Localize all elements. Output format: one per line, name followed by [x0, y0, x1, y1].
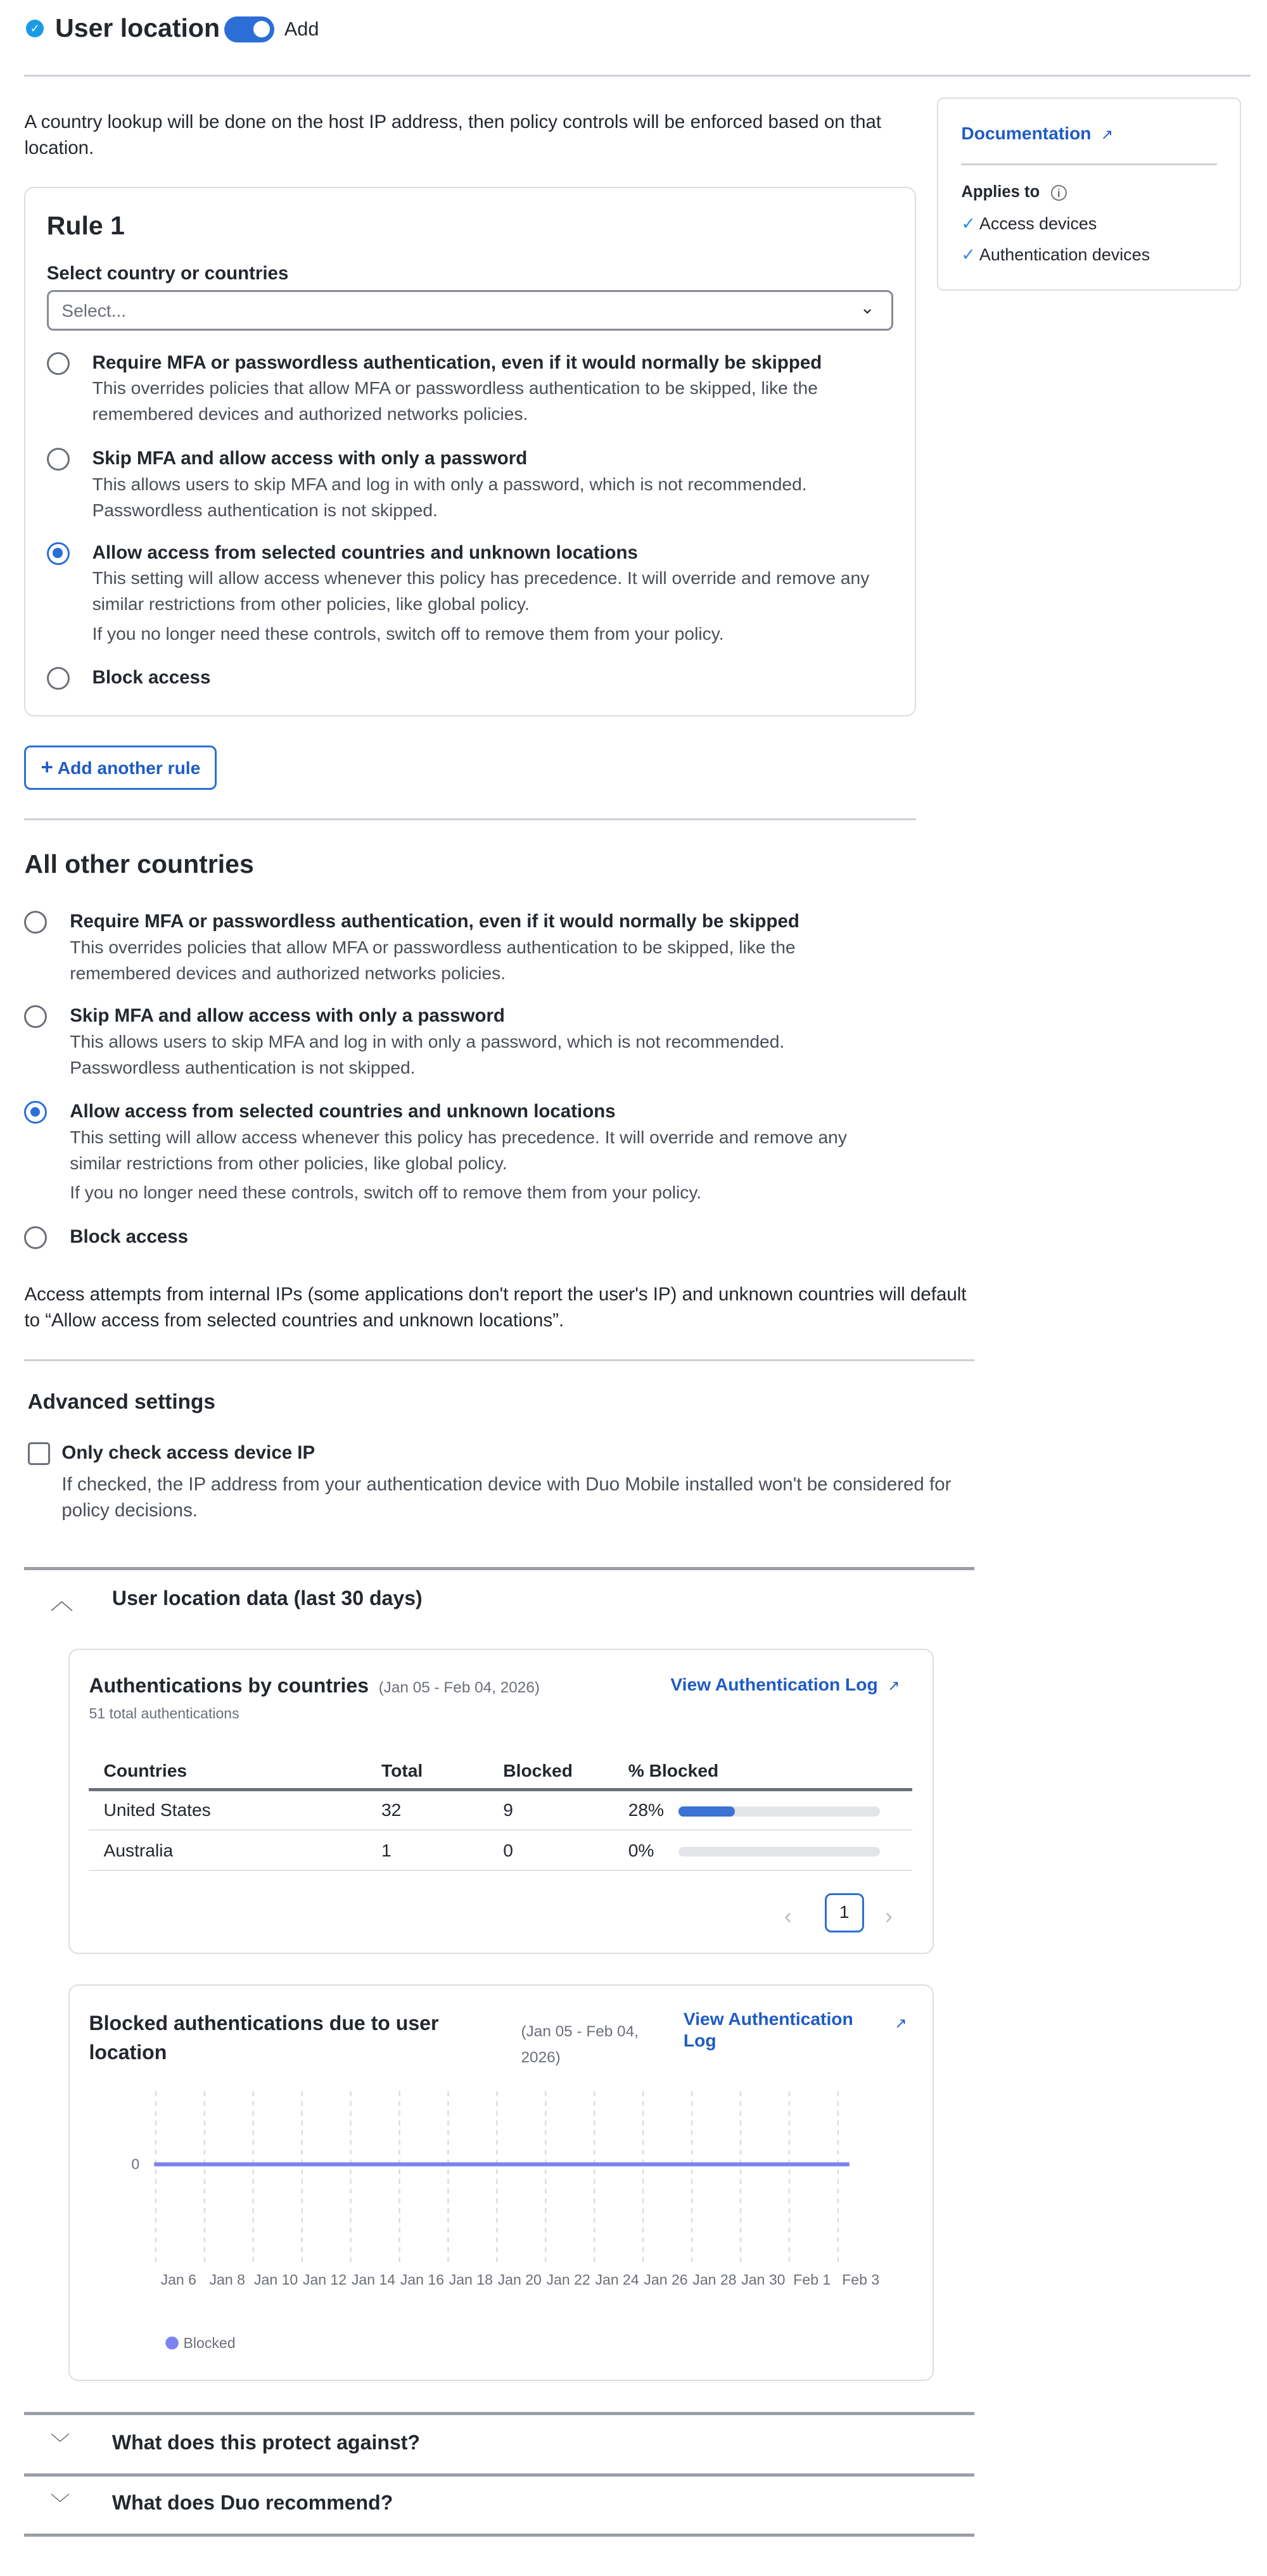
radio-option[interactable] [24, 1226, 869, 1248]
section-title: User location [55, 13, 220, 42]
table-row [89, 1789, 912, 1830]
legend-label: Blocked [183, 2335, 236, 2352]
y-tick-label: 0 [131, 2156, 139, 2173]
option-note: If you no longer need these controls, switch off to remove them from your policy. [70, 1182, 702, 1203]
x-tick-label: Jan 26 [644, 2271, 688, 2288]
date-range: (Jan 05 - Feb 04, 2026) [521, 2022, 639, 2066]
divider [24, 2412, 974, 2415]
country-select[interactable]: Select... ⌄ [47, 290, 893, 331]
blocked-line-chart [70, 1986, 936, 2382]
external-link-icon: ↗ [895, 2015, 907, 2032]
option-title: Require MFA or passwordless authentication, even if it would normally be skipped [92, 352, 822, 373]
toggle-label: Add [284, 18, 319, 41]
select-label: Select country or countries [46, 262, 289, 284]
check-icon: ✓ [961, 214, 976, 234]
option-description: This allows users to skip MFA and log in with only a password, which is not recommended. Passwordless authentication is not skipped. [92, 473, 807, 520]
plus-icon: + [41, 755, 53, 779]
x-tick-label: Jan 12 [302, 2271, 347, 2288]
total-cell: 1 [381, 1839, 392, 1860]
add-rule-button[interactable]: + Add another rule [24, 746, 217, 790]
radio-button[interactable] [24, 911, 47, 934]
other-countries-title: All other countries [24, 849, 254, 879]
view-auth-log-link[interactable]: View Authentication Log [670, 1674, 878, 1694]
pct-cell: 28% [628, 1799, 665, 1820]
x-tick-label: Jan 14 [351, 2271, 395, 2288]
x-tick-label: Jan 10 [253, 2271, 298, 2288]
external-link-icon: ↗ [1100, 126, 1114, 143]
chevron-down-icon: ⌄ [860, 297, 875, 318]
divider [961, 163, 1217, 165]
card-title: Authentications by countries [89, 1674, 369, 1697]
radio-option[interactable] [47, 542, 891, 647]
radio-button[interactable] [47, 542, 70, 565]
rule-title: Rule 1 [46, 210, 125, 240]
radio-button[interactable] [47, 352, 70, 375]
option-title: Allow access from selected countries and unknown locations [92, 542, 638, 563]
advanced-settings-title: Advanced settings [27, 1390, 215, 1414]
default-note: Access attempts from internal IPs (some applications don't report the user's IP) and unknown countries will default to “Allow access from selected countries and unknown locations”. [24, 1284, 967, 1331]
info-panel [937, 98, 1240, 291]
option-description: This allows users to skip MFA and log in with only a password, which is not recommended. Passwordless authentication is not skipped. [70, 1031, 785, 1077]
total-authentications: 51 total authentications [89, 1704, 239, 1722]
date-range: (Jan 05 - Feb 04, 2026) [378, 1679, 540, 1696]
chart-title: Blocked authentications due to user location [89, 2012, 439, 2064]
radio-option[interactable] [24, 911, 869, 986]
option-title: Allow access from selected countries and unknown locations [70, 1101, 616, 1122]
applies-item: ✓ Access devices [961, 214, 1097, 234]
option-note: If you no longer need these controls, switch off to remove them from your policy. [92, 623, 724, 644]
x-tick-label: Jan 30 [741, 2271, 786, 2288]
enabled-check-icon: ✓ [26, 20, 44, 37]
pct-blocked-bar [678, 1847, 880, 1856]
x-tick-label: Jan 24 [595, 2271, 639, 2288]
external-link-icon: ↗ [888, 1677, 900, 1694]
next-page-icon[interactable]: › [884, 1903, 893, 1929]
blocked-cell: 0 [503, 1839, 513, 1860]
radio-option[interactable] [47, 352, 891, 428]
divider [24, 818, 916, 820]
total-cell: 32 [381, 1799, 402, 1820]
radio-button[interactable] [24, 1226, 47, 1249]
x-tick-label: Jan 6 [160, 2271, 196, 2288]
description: A country lookup will be done on the host IP address, then policy controls will be enforced based on that location. [24, 111, 882, 158]
option-description: This overrides policies that allow MFA or passwordless authentication to be skipped, like the remembered devices and authorized networks policies. [92, 378, 818, 424]
radio-button[interactable] [47, 448, 70, 471]
access-device-ip-checkbox[interactable] [28, 1442, 51, 1465]
x-tick-label: Feb 1 [793, 2271, 831, 2288]
option-title: Block access [70, 1226, 189, 1247]
location-data-accordion[interactable]: User location data (last 30 days) [111, 1587, 423, 1610]
countries-table [89, 1754, 912, 1872]
x-tick-label: Jan 8 [209, 2271, 245, 2288]
pct-cell: 0% [628, 1839, 654, 1860]
option-description: This setting will allow access whenever this policy has precedence. It will override and remove any similar restrictions from other policies, like global policy. [70, 1127, 847, 1174]
divider [24, 1359, 974, 1361]
radio-option[interactable] [24, 1005, 869, 1081]
checkbox-description: If checked, the IP address from your authentication device with Duo Mobile installed won't be considered for policy decisions. [61, 1474, 952, 1521]
documentation-link[interactable]: Documentation [961, 123, 1092, 144]
chevron-down-icon[interactable]: ﹀ [50, 2492, 70, 2515]
x-tick-label: Jan 16 [400, 2271, 444, 2288]
column-header: Countries [103, 1760, 188, 1781]
pct-blocked-bar [678, 1806, 880, 1816]
table-row [89, 1830, 912, 1870]
radio-button[interactable] [24, 1101, 47, 1124]
prev-page-icon[interactable]: ‹ [784, 1903, 792, 1929]
chart-card [68, 1984, 934, 2381]
page-button[interactable]: 1 [825, 1893, 864, 1932]
divider [24, 2473, 974, 2477]
radio-option[interactable] [47, 667, 891, 688]
divider [24, 2534, 974, 2537]
rule-card [24, 187, 916, 716]
country-cell: United States [103, 1799, 211, 1820]
x-tick-label: Jan 28 [692, 2271, 737, 2288]
x-tick-label: Jan 20 [497, 2271, 542, 2288]
applies-item: ✓ Authentication devices [961, 245, 1150, 265]
option-description: This setting will allow access whenever this policy has precedence. It will override and remove any similar restrictions from other policies, like global policy. [92, 568, 870, 614]
legend-marker [165, 2337, 179, 2350]
x-tick-label: Jan 22 [546, 2271, 590, 2288]
radio-option[interactable] [47, 448, 891, 523]
applies-to-label: Applies to [961, 182, 1040, 201]
column-header: Total [381, 1760, 423, 1781]
check-icon: ✓ [961, 245, 976, 265]
add-toggle[interactable] [224, 16, 274, 42]
blocked-cell: 9 [503, 1799, 513, 1820]
option-title: Block access [92, 667, 211, 688]
option-title: Skip MFA and allow access with only a password [92, 448, 528, 469]
chevron-down-icon[interactable]: ﹀ [50, 2432, 70, 2455]
radio-button[interactable] [24, 1005, 47, 1028]
view-auth-log-link[interactable]: View Authentication Log [683, 2008, 853, 2050]
radio-option[interactable] [24, 1101, 869, 1205]
info-icon[interactable]: i [1051, 185, 1067, 201]
checkbox-label: Only check access device IP [61, 1442, 315, 1463]
chevron-up-icon[interactable]: ︿ [50, 1588, 73, 1614]
x-tick-label: Feb 3 [841, 2271, 879, 2288]
radio-button[interactable] [47, 667, 70, 690]
divider [24, 75, 1251, 77]
divider [24, 1567, 974, 1570]
x-tick-label: Jan 18 [449, 2271, 493, 2288]
option-title: Skip MFA and allow access with only a password [70, 1005, 505, 1027]
column-header: Blocked [503, 1760, 573, 1781]
duo-recommend-accordion[interactable]: What does Duo recommend? [111, 2491, 393, 2515]
country-cell: Australia [103, 1839, 174, 1860]
protect-against-accordion[interactable]: What does this protect against? [111, 2431, 421, 2454]
option-description: This overrides policies that allow MFA or passwordless authentication to be skipped, like the remembered devices and authorized networks policies. [70, 937, 796, 984]
column-header: % Blocked [628, 1760, 719, 1781]
option-title: Require MFA or passwordless authentication, even if it would normally be skipped [70, 911, 799, 932]
countries-card [68, 1649, 934, 1954]
